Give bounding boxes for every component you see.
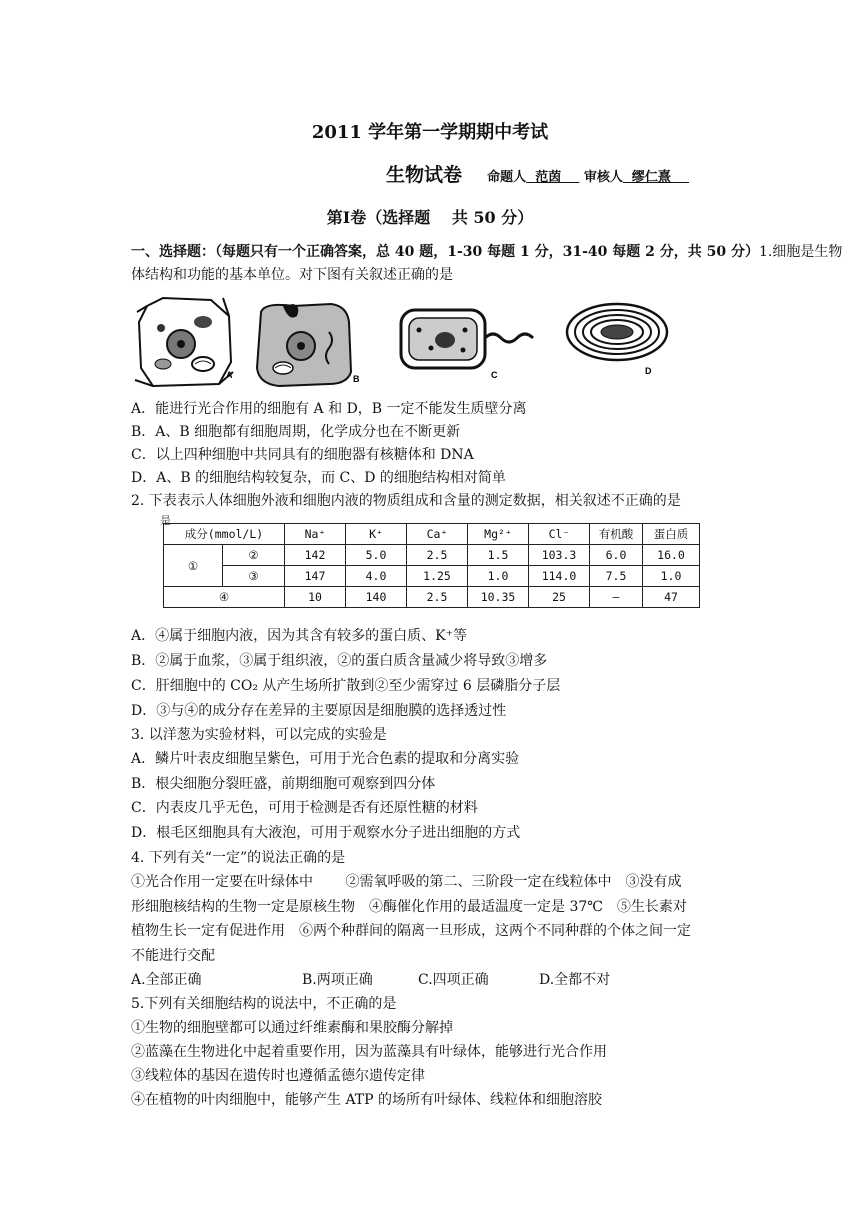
cell-figure-d xyxy=(567,304,667,376)
table-cell: 114.0 xyxy=(529,566,590,587)
figure-label-d: D xyxy=(645,366,652,376)
reviewer-label: 审核人 xyxy=(583,170,623,185)
q3-option-b: B．根尖细胞分裂旺盛，前期细胞可观察到四分体 xyxy=(131,776,436,792)
q5-line: ②蓝藻在生物进化中起着重要作用，因为蓝藻具有叶绿体，能够进行光合作用 xyxy=(131,1044,607,1060)
part-title: 第Ⅰ卷（选择题 共 50 分） xyxy=(326,208,534,227)
q4-line: 不能进行交配 xyxy=(131,948,215,964)
q2-stem-cutoff: 是 xyxy=(160,514,171,527)
setter-name: 范茵 xyxy=(535,170,562,185)
table-header: K⁺ xyxy=(346,524,407,545)
table-header: Cl⁻ xyxy=(529,524,590,545)
table-row-label: ③ xyxy=(223,566,285,587)
table-cell: 47 xyxy=(643,587,700,608)
table-cell: 1.0 xyxy=(643,566,700,587)
q3-option-d: D．根毛区细胞具有大液泡，可用于观察水分子进出细胞的方式 xyxy=(131,825,521,841)
q4-option-c: C.四项正确 xyxy=(418,972,489,988)
table-cell: 6.0 xyxy=(590,545,643,566)
table-header: Ca⁺ xyxy=(407,524,468,545)
table-cell: 16.0 xyxy=(643,545,700,566)
q2-option-a: A．④属于细胞内液，因为其含有较多的蛋白质、K⁺等 xyxy=(131,628,467,644)
cell-figure-c xyxy=(401,310,533,380)
table-cell: — xyxy=(590,587,643,608)
table-cell: 4.0 xyxy=(346,566,407,587)
q4-stem: 4. 下列有关“一定”的说法正确的是 xyxy=(131,850,346,866)
setter-label: 命题人 xyxy=(487,170,527,185)
table-header: 有机酸 xyxy=(590,524,643,545)
q4-option-b: B.两项正确 xyxy=(302,972,373,988)
q1-option-c: C．以上四种细胞中共同具有的细胞器有核糖体和 DNA xyxy=(131,447,474,463)
table-header-row xyxy=(164,524,700,545)
q4-option-a: A.全部正确 xyxy=(131,972,202,988)
table-row xyxy=(164,587,700,608)
table-header: Mg²⁺ xyxy=(468,524,529,545)
authors xyxy=(487,170,689,185)
table-cell: 1.25 xyxy=(407,566,468,587)
table-header: 成分(mmol/L) xyxy=(164,524,285,545)
q5-line: ③线粒体的基因在遗传时也遵循孟德尔遗传定律 xyxy=(131,1068,425,1084)
table-cell: 1.0 xyxy=(468,566,529,587)
q1-option-d: D．A、B 的细胞结构较复杂，而 C、D 的细胞结构相对简单 xyxy=(131,470,506,486)
table-cell: 147 xyxy=(285,566,346,587)
table-group-label: ① xyxy=(164,545,223,587)
q1-stem: 体结构和功能的基本单位。对下图有关叙述正确的是 xyxy=(131,267,453,283)
exam-title: 2011 学年第一学期期中考试 xyxy=(311,122,549,143)
table-header: Na⁺ xyxy=(285,524,346,545)
table-row-label: ② xyxy=(223,545,285,566)
q2-option-d: D．③与④的成分存在差异的主要原因是细胞膜的选择透过性 xyxy=(131,703,507,719)
q1-stem-start: 1.细胞是生物 xyxy=(759,244,843,260)
table-cell: 5.0 xyxy=(346,545,407,566)
table-cell: 10.35 xyxy=(468,587,529,608)
reviewer-name: 缪仁熹 xyxy=(631,170,671,185)
q1-option-a: A．能进行光合作用的细胞有 A 和 D，B 一定不能发生质壁分离 xyxy=(131,401,527,417)
q5-stem: 5.下列有关细胞结构的说法中，不正确的是 xyxy=(131,996,397,1012)
q4-option-d: D.全都不对 xyxy=(539,972,611,988)
q3-option-a: A．鳞片叶表皮细胞呈紫色，可用于光合色素的提取和分离实验 xyxy=(131,751,520,767)
cell-figures xyxy=(133,292,693,392)
table-cell: 103.3 xyxy=(529,545,590,566)
table-cell: 1.5 xyxy=(468,545,529,566)
table-cell: 10 xyxy=(285,587,346,608)
q3-stem: 3. 以洋葱为实验材料，可以完成的实验是 xyxy=(131,727,387,743)
cell-figure-a xyxy=(135,298,233,386)
q4-line: ①光合作用一定要在叶绿体中 ②需氧呼吸的第二、三阶段一定在线粒体中 ③没有成 xyxy=(131,874,682,890)
table-cell: 7.5 xyxy=(590,566,643,587)
figure-label-a: A xyxy=(226,370,233,380)
q5-line: ①生物的细胞壁都可以通过纤维素酶和果胶酶分解掉 xyxy=(131,1020,453,1036)
table-cell: 2.5 xyxy=(407,545,468,566)
q3-option-c: C．内表皮几乎无色，可用于检测是否有还原性糖的材料 xyxy=(131,800,478,816)
subject-title: 生物试卷 xyxy=(386,164,463,186)
cell-figure-b xyxy=(257,304,360,386)
q2-stem: 2. 下表表示人体细胞外液和细胞内液的物质组成和含量的测定数据，相关叙述不正确的是 xyxy=(131,493,681,509)
q2-option-c: C．肝细胞中的 CO₂ 从产生场所扩散到②至少需穿过 6 层磷脂分子层 xyxy=(131,678,561,694)
section-heading-line xyxy=(131,242,842,262)
q4-line: 植物生长一定有促进作用 ⑥两个种群间的隔离一旦形成，这两个不同种群的个体之间一定 xyxy=(131,923,691,939)
table-cell: 142 xyxy=(285,545,346,566)
table-row xyxy=(164,566,700,587)
q2-option-b: B．②属于血浆，③属于组织液，②的蛋白质含量减少将导致③增多 xyxy=(131,653,548,669)
table-cell: 140 xyxy=(346,587,407,608)
q4-line: 形细胞核结构的生物一定是原核生物 ④酶催化作用的最适温度一定是 37℃ ⑤生长素对 xyxy=(131,899,687,915)
subtitle-row xyxy=(386,160,689,187)
table-row-label: ④ xyxy=(164,587,285,608)
figure-label-b: B xyxy=(353,374,360,384)
figure-label-c: C xyxy=(491,370,498,380)
table-header: 蛋白质 xyxy=(643,524,700,545)
table-row xyxy=(164,545,700,566)
table-cell: 25 xyxy=(529,587,590,608)
q5-line: ④在植物的叶肉细胞中，能够产生 ATP 的场所有叶绿体、线粒体和细胞溶胶 xyxy=(131,1092,603,1108)
data-table xyxy=(163,523,700,608)
section-heading: 一、选择题：（每题只有一个正确答案，总 40 题，1-30 每题 1 分，31-40 每题 2 分，共 50 分） xyxy=(131,244,759,260)
table-cell: 2.5 xyxy=(407,587,468,608)
q1-option-b: B．A、B 细胞都有细胞周期，化学成分也在不断更新 xyxy=(131,424,461,440)
